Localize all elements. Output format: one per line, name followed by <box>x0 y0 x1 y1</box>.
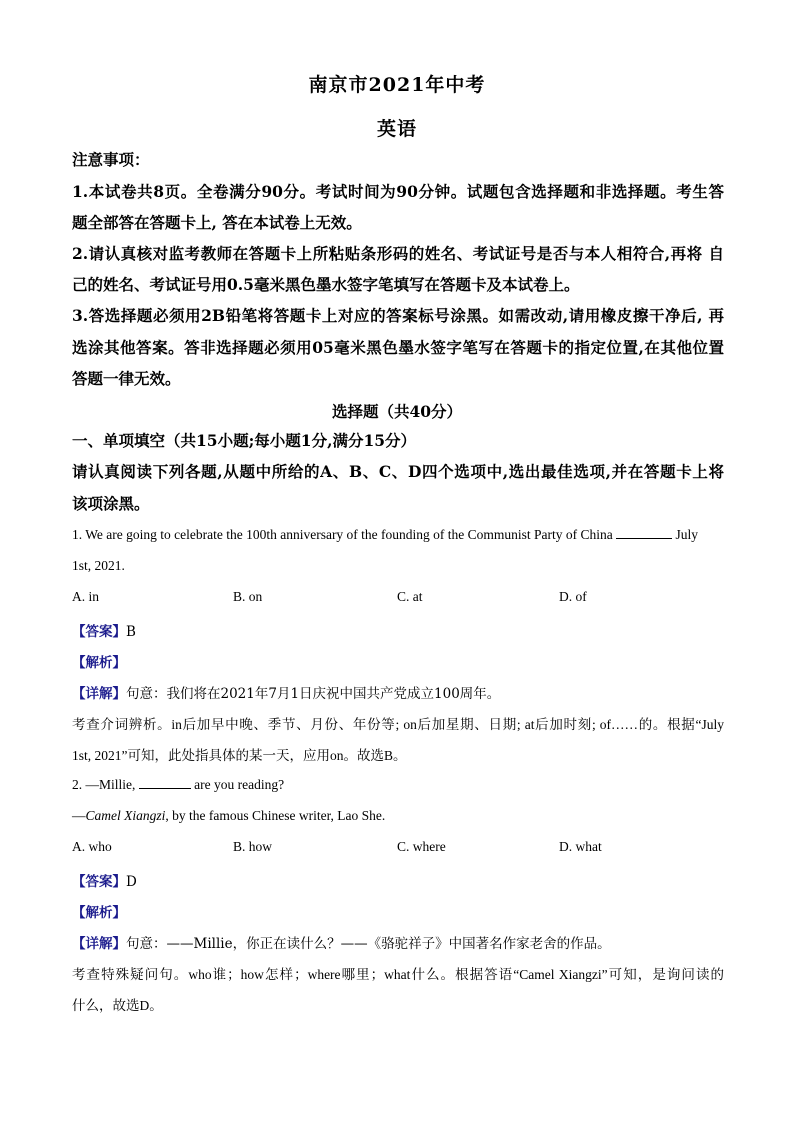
question-1-stem-text: 1. We are going to celebrate the 100th anniversary of the founding of the Communist Party of China <box>72 527 613 542</box>
question-2-analysis <box>72 901 126 921</box>
question-2-reply <box>72 808 724 824</box>
question-2-stem <box>72 777 724 793</box>
question-2-blank <box>139 777 191 789</box>
question-2-option-b: B. how <box>233 839 273 854</box>
answer-label: 【答案】 <box>72 874 126 890</box>
instruction-line-2: 该项涂黑。 <box>72 494 150 513</box>
instruction-line-1: 请认真阅读下列各题,从题中所给的A、B、C、D四个选项中,选出最佳选项,并在答题卡上将 <box>72 462 724 481</box>
question-2-option-a: A. who <box>72 839 112 854</box>
answer-value: B <box>126 624 136 640</box>
notice-item-3-line-1: 3.答选择题必须用2B铅笔将答题卡上对应的答案标号涂黑。如需改动,请用橡皮擦干净后, 再 <box>72 306 724 325</box>
question-2-explanation-line-1: 考查特殊疑问句。who谁；how怎样；where哪里；what什么。根据答语“Camel Xiangzi”可知，是询问读的 <box>72 967 724 982</box>
section-title: 选择题（共40分） <box>331 402 463 421</box>
question-1-option-c: C. at <box>397 589 423 604</box>
question-1-stem-end: July <box>675 527 699 542</box>
question-1-stem-line-2: 1st, 2021. <box>72 558 125 573</box>
question-2-detail <box>72 932 611 952</box>
question-1-option-a: A. in <box>72 589 99 604</box>
detail-text: 句意：——Millie，你正在读什么？——《骆驼祥子》中国著名作家老舍的作品。 <box>126 936 611 952</box>
notice-item-1-line-2: 题全部答在答题卡上, 答在本试卷上无效。 <box>72 213 362 232</box>
notice-item-3-line-3: 答题一律无效。 <box>72 369 181 388</box>
part-title: 一、单项填空（共15小题;每小题1分,满分15分） <box>72 431 417 450</box>
question-1-answer <box>72 620 136 640</box>
answer-value: D <box>126 874 137 890</box>
question-1-analysis <box>72 651 126 671</box>
exam-title: 南京市2021年中考 <box>308 74 486 96</box>
question-2-option-c: C. where <box>397 839 446 854</box>
subject-title: 英语 <box>376 118 417 140</box>
question-1-blank <box>616 527 672 539</box>
analysis-label: 【解析】 <box>72 655 126 671</box>
question-2-stem-text: 2. —Millie, <box>72 777 136 792</box>
question-1-option-d: D. of <box>559 589 587 604</box>
analysis-label: 【解析】 <box>72 905 126 921</box>
answer-label: 【答案】 <box>72 624 126 640</box>
question-2-answer <box>72 870 137 890</box>
reply-dash: — <box>72 808 86 823</box>
notice-item-1-line-1: 1.本试卷共8页。全卷满分90分。考试时间为90分钟。试题包含选择题和非选择题。考生答 <box>72 182 724 201</box>
question-2-explanation-line-2: 什么，故选D。 <box>72 998 163 1013</box>
question-2-stem-end: are you reading? <box>194 777 285 792</box>
notice-item-2-line-1: 2.请认真核对监考教师在答题卡上所粘贴条形码的姓名、考试证号是否与本人相符合,再将 自 <box>72 244 724 263</box>
reply-book-title: Camel Xiangzi <box>85 808 166 823</box>
detail-label: 【详解】 <box>72 936 126 952</box>
notice-item-3-line-2: 选涂其他答案。答非选择题必须用05毫米黑色墨水签字笔写在答题卡的指定位置,在其他位置 <box>72 338 724 357</box>
reply-rest: , by the famous Chinese writer, Lao She. <box>165 808 386 823</box>
question-2-option-d: D. what <box>559 839 602 854</box>
question-1-explanation-line-1: 考查介词辨析。in后加早中晚、季节、月份、年份等; on后加星期、日期; at后加时刻; of……的。根据“July <box>72 717 724 732</box>
notice-item-2-line-2: 己的姓名、考试证号用0.5毫米黑色墨水签字笔填写在答题卡及本试卷上。 <box>72 275 580 294</box>
question-1-option-b: B. on <box>233 589 263 604</box>
question-1-detail <box>72 682 500 702</box>
detail-label: 【详解】 <box>72 686 126 702</box>
question-1-explanation-line-2: 1st, 2021”可知，此处指具体的某一天，应用on。故选B。 <box>72 748 407 763</box>
detail-text: 句意：我们将在2021年7月1日庆祝中国共产党成立100周年。 <box>126 686 501 702</box>
notice-heading: 注意事项： <box>72 150 150 169</box>
question-1-stem <box>72 527 724 543</box>
